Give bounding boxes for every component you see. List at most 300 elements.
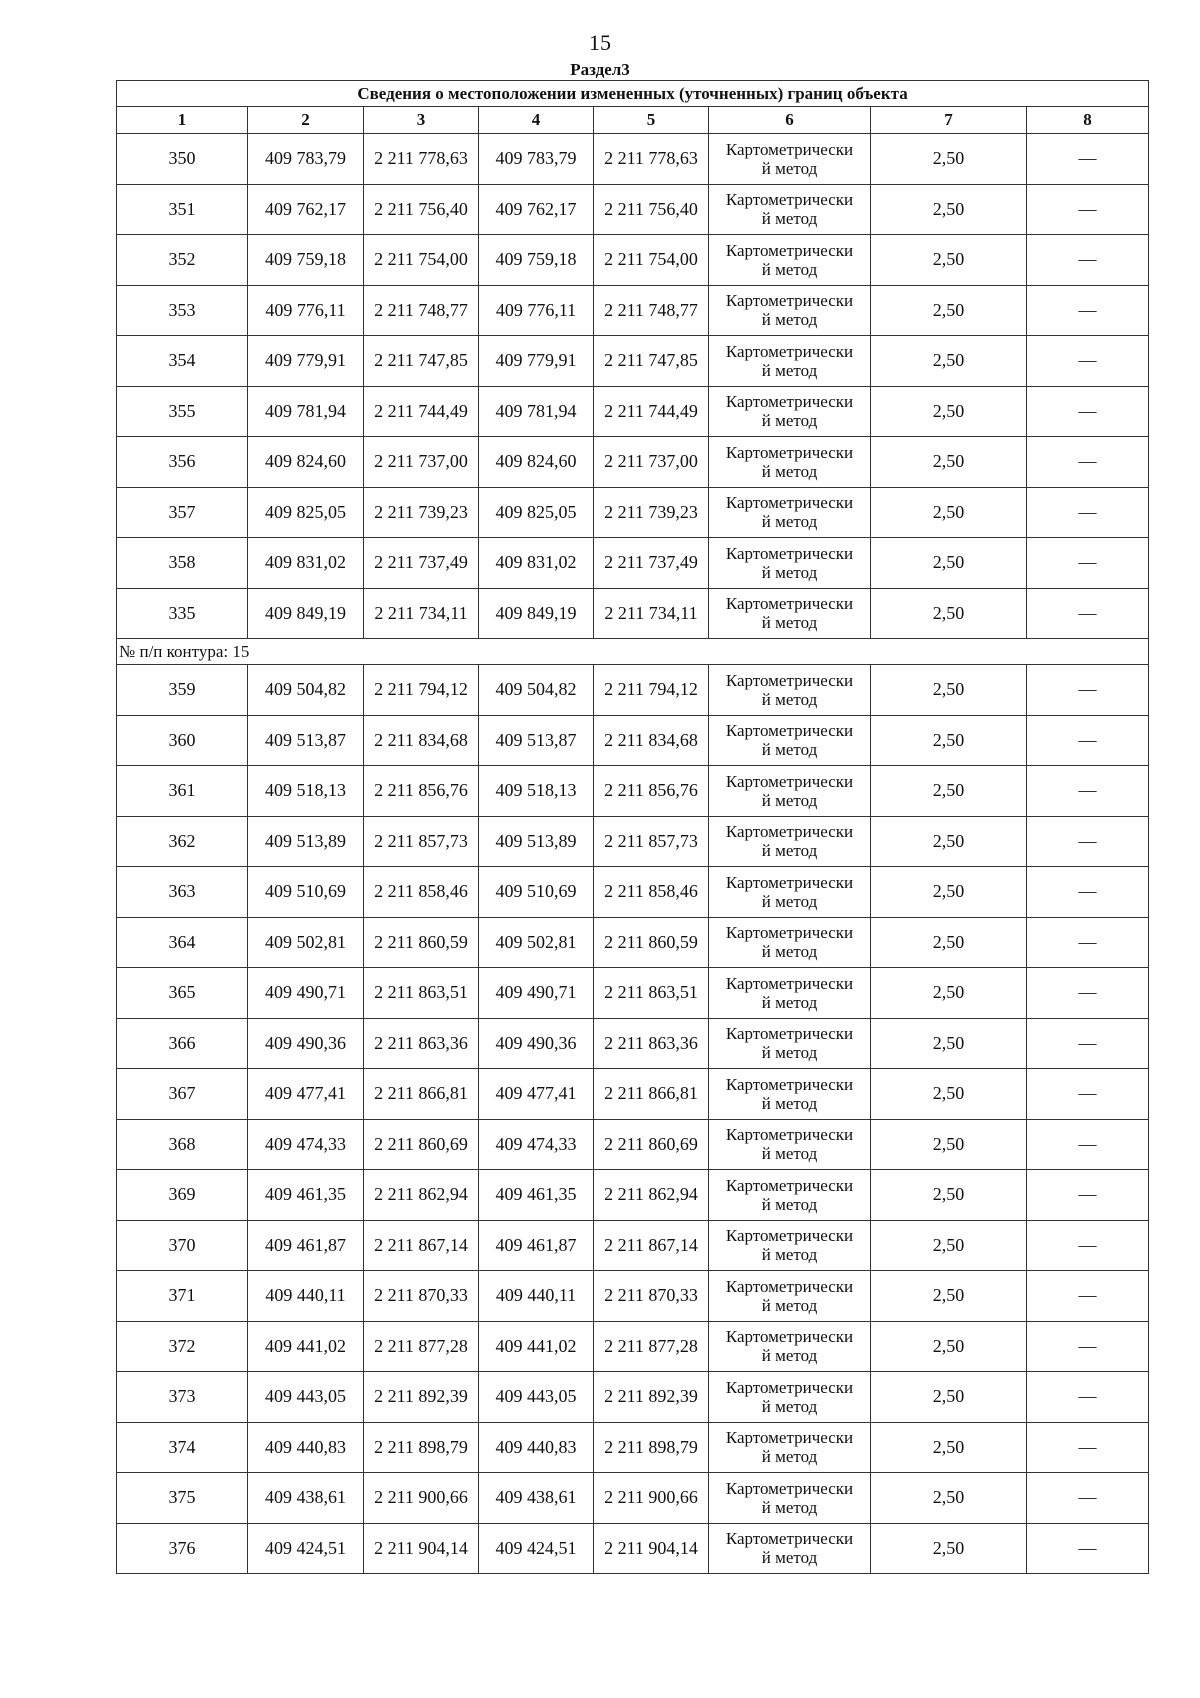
precision-cell: 2,50 xyxy=(871,1119,1027,1170)
precision-cell: 2,50 xyxy=(871,665,1027,716)
method-line: Картометрически xyxy=(725,721,854,741)
method-line: й метод xyxy=(761,259,818,279)
method-line: й метод xyxy=(761,1396,818,1416)
x-old-cell: 409 518,13 xyxy=(248,766,364,817)
method-cell xyxy=(709,1321,871,1372)
precision-cell: 2,50 xyxy=(871,867,1027,918)
y-old-cell: 2 211 860,69 xyxy=(364,1119,479,1170)
method-line: Картометрически xyxy=(725,1529,854,1549)
table-row xyxy=(117,538,1149,589)
method-line: й метод xyxy=(761,891,818,911)
method-line: Картометрически xyxy=(725,392,854,412)
method-line: Картометрически xyxy=(725,493,854,513)
method-cell xyxy=(709,1069,871,1120)
x-old-cell: 409 477,41 xyxy=(248,1069,364,1120)
point-number-cell: 370 xyxy=(117,1220,248,1271)
method-line: й метод xyxy=(761,1194,818,1214)
y-old-cell: 2 211 867,14 xyxy=(364,1220,479,1271)
x-new-cell: 409 474,33 xyxy=(479,1119,594,1170)
x-new-cell: 409 824,60 xyxy=(479,437,594,488)
table-row xyxy=(117,1271,1149,1322)
description-cell: — xyxy=(1027,715,1149,766)
method-line: Картометрически xyxy=(725,341,854,361)
method-cell xyxy=(709,487,871,538)
x-new-cell: 409 440,83 xyxy=(479,1422,594,1473)
method-cell xyxy=(709,816,871,867)
y-old-cell: 2 211 737,49 xyxy=(364,538,479,589)
precision-cell: 2,50 xyxy=(871,1069,1027,1120)
method-cell xyxy=(709,285,871,336)
precision-cell: 2,50 xyxy=(871,1372,1027,1423)
x-old-cell: 409 440,11 xyxy=(248,1271,364,1322)
table-row xyxy=(117,1473,1149,1524)
method-line: й метод xyxy=(761,158,818,178)
description-cell: — xyxy=(1027,588,1149,639)
table-row xyxy=(117,1170,1149,1221)
method-line: й метод xyxy=(761,512,818,532)
y-old-cell: 2 211 900,66 xyxy=(364,1473,479,1524)
y-new-cell: 2 211 858,46 xyxy=(594,867,709,918)
method-line: Картометрически xyxy=(725,442,854,462)
y-new-cell: 2 211 744,49 xyxy=(594,386,709,437)
method-cell xyxy=(709,1473,871,1524)
method-line: й метод xyxy=(761,1093,818,1113)
method-line: й метод xyxy=(761,942,818,962)
y-new-cell: 2 211 863,36 xyxy=(594,1018,709,1069)
point-number-cell: 359 xyxy=(117,665,248,716)
description-cell: — xyxy=(1027,184,1149,235)
x-new-cell: 409 443,05 xyxy=(479,1372,594,1423)
point-number-cell: 354 xyxy=(117,336,248,387)
method-cell xyxy=(709,1422,871,1473)
y-new-cell: 2 211 857,73 xyxy=(594,816,709,867)
table-row xyxy=(117,1372,1149,1423)
x-old-cell: 409 825,05 xyxy=(248,487,364,538)
method-line: Картометрически xyxy=(725,139,854,159)
x-old-cell: 409 510,69 xyxy=(248,867,364,918)
x-new-cell: 409 781,94 xyxy=(479,386,594,437)
point-number-cell: 353 xyxy=(117,285,248,336)
x-new-cell: 409 461,87 xyxy=(479,1220,594,1271)
y-old-cell: 2 211 877,28 xyxy=(364,1321,479,1372)
point-number-cell: 357 xyxy=(117,487,248,538)
table-row xyxy=(117,1220,1149,1271)
table-row xyxy=(117,715,1149,766)
method-line: й метод xyxy=(761,689,818,709)
y-new-cell: 2 211 877,28 xyxy=(594,1321,709,1372)
point-number-cell: 350 xyxy=(117,134,248,185)
x-new-cell: 409 825,05 xyxy=(479,487,594,538)
x-new-cell: 409 849,19 xyxy=(479,588,594,639)
point-number-cell: 364 xyxy=(117,917,248,968)
y-old-cell: 2 211 866,81 xyxy=(364,1069,479,1120)
y-old-cell: 2 211 748,77 xyxy=(364,285,479,336)
method-cell xyxy=(709,1018,871,1069)
table-row xyxy=(117,867,1149,918)
x-old-cell: 409 504,82 xyxy=(248,665,364,716)
description-cell: — xyxy=(1027,917,1149,968)
y-old-cell: 2 211 756,40 xyxy=(364,184,479,235)
precision-cell: 2,50 xyxy=(871,235,1027,286)
precision-cell: 2,50 xyxy=(871,285,1027,336)
table-row xyxy=(117,184,1149,235)
x-new-cell: 409 461,35 xyxy=(479,1170,594,1221)
x-new-cell: 409 762,17 xyxy=(479,184,594,235)
y-old-cell: 2 211 856,76 xyxy=(364,766,479,817)
x-old-cell: 409 759,18 xyxy=(248,235,364,286)
description-cell: — xyxy=(1027,1018,1149,1069)
x-old-cell: 409 441,02 xyxy=(248,1321,364,1372)
table-row xyxy=(117,968,1149,1019)
method-line: Картометрически xyxy=(725,1377,854,1397)
x-old-cell: 409 824,60 xyxy=(248,437,364,488)
precision-cell: 2,50 xyxy=(871,336,1027,387)
description-cell: — xyxy=(1027,1220,1149,1271)
column-header: 7 xyxy=(871,107,1027,134)
column-header: 4 xyxy=(479,107,594,134)
table-row xyxy=(117,1018,1149,1069)
point-number-cell: 368 xyxy=(117,1119,248,1170)
x-old-cell: 409 513,87 xyxy=(248,715,364,766)
method-line: Картометрически xyxy=(725,872,854,892)
y-old-cell: 2 211 737,00 xyxy=(364,437,479,488)
precision-cell: 2,50 xyxy=(871,1473,1027,1524)
y-old-cell: 2 211 744,49 xyxy=(364,386,479,437)
method-line: й метод xyxy=(761,841,818,861)
method-cell xyxy=(709,386,871,437)
column-header: 8 xyxy=(1027,107,1149,134)
y-old-cell: 2 211 892,39 xyxy=(364,1372,479,1423)
table-caption: Сведения о местоположении измененных (уточненных) границ объекта xyxy=(117,81,1149,107)
point-number-cell: 374 xyxy=(117,1422,248,1473)
point-number-cell: 356 xyxy=(117,437,248,488)
point-number-cell: 360 xyxy=(117,715,248,766)
description-cell: — xyxy=(1027,1119,1149,1170)
point-number-cell: 376 xyxy=(117,1523,248,1574)
table-row xyxy=(117,285,1149,336)
method-line: й метод xyxy=(761,1043,818,1063)
description-cell: — xyxy=(1027,1422,1149,1473)
y-new-cell: 2 211 904,14 xyxy=(594,1523,709,1574)
precision-cell: 2,50 xyxy=(871,386,1027,437)
method-line: Картометрически xyxy=(725,822,854,842)
description-cell: — xyxy=(1027,816,1149,867)
method-line: Картометрически xyxy=(725,1276,854,1296)
table-row xyxy=(117,336,1149,387)
y-old-cell: 2 211 863,36 xyxy=(364,1018,479,1069)
method-line: й метод xyxy=(761,740,818,760)
method-cell xyxy=(709,715,871,766)
method-line: Картометрически xyxy=(725,190,854,210)
x-old-cell: 409 474,33 xyxy=(248,1119,364,1170)
y-new-cell: 2 211 756,40 xyxy=(594,184,709,235)
description-cell: — xyxy=(1027,1473,1149,1524)
x-new-cell: 409 510,69 xyxy=(479,867,594,918)
y-new-cell: 2 211 737,00 xyxy=(594,437,709,488)
y-old-cell: 2 211 794,12 xyxy=(364,665,479,716)
table-row xyxy=(117,917,1149,968)
x-old-cell: 409 513,89 xyxy=(248,816,364,867)
y-old-cell: 2 211 898,79 xyxy=(364,1422,479,1473)
y-new-cell: 2 211 892,39 xyxy=(594,1372,709,1423)
x-old-cell: 409 490,71 xyxy=(248,968,364,1019)
precision-cell: 2,50 xyxy=(871,715,1027,766)
point-number-cell: 361 xyxy=(117,766,248,817)
x-old-cell: 409 438,61 xyxy=(248,1473,364,1524)
table-row xyxy=(117,437,1149,488)
table-row xyxy=(117,1422,1149,1473)
method-line: й метод xyxy=(761,562,818,582)
description-cell: — xyxy=(1027,285,1149,336)
y-new-cell: 2 211 870,33 xyxy=(594,1271,709,1322)
x-new-cell: 409 504,82 xyxy=(479,665,594,716)
y-old-cell: 2 211 863,51 xyxy=(364,968,479,1019)
method-cell xyxy=(709,588,871,639)
y-new-cell: 2 211 863,51 xyxy=(594,968,709,1019)
method-cell xyxy=(709,336,871,387)
point-number-cell: 366 xyxy=(117,1018,248,1069)
method-cell xyxy=(709,968,871,1019)
x-old-cell: 409 783,79 xyxy=(248,134,364,185)
description-cell: — xyxy=(1027,665,1149,716)
description-cell: — xyxy=(1027,336,1149,387)
method-line: Картометрически xyxy=(725,291,854,311)
description-cell: — xyxy=(1027,235,1149,286)
y-old-cell: 2 211 739,23 xyxy=(364,487,479,538)
precision-cell: 2,50 xyxy=(871,816,1027,867)
method-line: Картометрически xyxy=(725,594,854,614)
x-old-cell: 409 443,05 xyxy=(248,1372,364,1423)
boundary-coordinates-table xyxy=(116,80,1149,1574)
description-cell: — xyxy=(1027,386,1149,437)
method-line: Картометрически xyxy=(725,1024,854,1044)
precision-cell: 2,50 xyxy=(871,184,1027,235)
description-cell: — xyxy=(1027,1321,1149,1372)
x-old-cell: 409 490,36 xyxy=(248,1018,364,1069)
method-line: Картометрически xyxy=(725,670,854,690)
point-number-cell: 358 xyxy=(117,538,248,589)
table-row xyxy=(117,487,1149,538)
table-row xyxy=(117,816,1149,867)
x-old-cell: 409 424,51 xyxy=(248,1523,364,1574)
x-old-cell: 409 781,94 xyxy=(248,386,364,437)
y-new-cell: 2 211 867,14 xyxy=(594,1220,709,1271)
method-cell xyxy=(709,1220,871,1271)
method-line: Картометрически xyxy=(725,1478,854,1498)
x-old-cell: 409 461,87 xyxy=(248,1220,364,1271)
method-cell xyxy=(709,1372,871,1423)
precision-cell: 2,50 xyxy=(871,1321,1027,1372)
table-row xyxy=(117,1069,1149,1120)
y-new-cell: 2 211 862,94 xyxy=(594,1170,709,1221)
x-new-cell: 409 477,41 xyxy=(479,1069,594,1120)
method-line: й метод xyxy=(761,1346,818,1366)
x-old-cell: 409 849,19 xyxy=(248,588,364,639)
y-new-cell: 2 211 794,12 xyxy=(594,665,709,716)
method-line: й метод xyxy=(761,1447,818,1467)
method-cell xyxy=(709,1271,871,1322)
y-old-cell: 2 211 778,63 xyxy=(364,134,479,185)
description-cell: — xyxy=(1027,766,1149,817)
precision-cell: 2,50 xyxy=(871,134,1027,185)
y-old-cell: 2 211 858,46 xyxy=(364,867,479,918)
method-cell xyxy=(709,665,871,716)
section-title: Раздел3 xyxy=(570,60,630,79)
column-header: 1 xyxy=(117,107,248,134)
column-header: 5 xyxy=(594,107,709,134)
precision-cell: 2,50 xyxy=(871,766,1027,817)
point-number-cell: 367 xyxy=(117,1069,248,1120)
precision-cell: 2,50 xyxy=(871,487,1027,538)
point-number-cell: 373 xyxy=(117,1372,248,1423)
method-line: Картометрически xyxy=(725,1327,854,1347)
description-cell: — xyxy=(1027,1372,1149,1423)
method-cell xyxy=(709,917,871,968)
x-old-cell: 409 461,35 xyxy=(248,1170,364,1221)
y-old-cell: 2 211 870,33 xyxy=(364,1271,479,1322)
method-line: Картометрически xyxy=(725,1428,854,1448)
description-cell: — xyxy=(1027,1523,1149,1574)
method-line: Картометрически xyxy=(725,1175,854,1195)
x-old-cell: 409 762,17 xyxy=(248,184,364,235)
x-new-cell: 409 513,87 xyxy=(479,715,594,766)
point-number-cell: 365 xyxy=(117,968,248,1019)
page-number: 15 xyxy=(589,30,611,55)
description-cell: — xyxy=(1027,1069,1149,1120)
y-new-cell: 2 211 734,11 xyxy=(594,588,709,639)
point-number-cell: 363 xyxy=(117,867,248,918)
method-line: Картометрически xyxy=(725,240,854,260)
point-number-cell: 371 xyxy=(117,1271,248,1322)
description-cell: — xyxy=(1027,867,1149,918)
method-line: й метод xyxy=(761,461,818,481)
description-cell: — xyxy=(1027,487,1149,538)
y-new-cell: 2 211 898,79 xyxy=(594,1422,709,1473)
x-new-cell: 409 518,13 xyxy=(479,766,594,817)
method-line: й метод xyxy=(761,1548,818,1568)
x-new-cell: 409 438,61 xyxy=(479,1473,594,1524)
table-row xyxy=(117,665,1149,716)
method-cell xyxy=(709,538,871,589)
method-line: й метод xyxy=(761,992,818,1012)
x-new-cell: 409 779,91 xyxy=(479,336,594,387)
method-line: Картометрически xyxy=(725,923,854,943)
y-old-cell: 2 211 754,00 xyxy=(364,235,479,286)
method-line: й метод xyxy=(761,1144,818,1164)
method-line: Картометрически xyxy=(725,1125,854,1145)
method-cell xyxy=(709,184,871,235)
method-line: й метод xyxy=(761,360,818,380)
x-old-cell: 409 502,81 xyxy=(248,917,364,968)
y-new-cell: 2 211 860,59 xyxy=(594,917,709,968)
description-cell: — xyxy=(1027,1271,1149,1322)
description-cell: — xyxy=(1027,968,1149,1019)
column-header: 3 xyxy=(364,107,479,134)
method-cell xyxy=(709,1523,871,1574)
precision-cell: 2,50 xyxy=(871,538,1027,589)
description-cell: — xyxy=(1027,437,1149,488)
precision-cell: 2,50 xyxy=(871,968,1027,1019)
y-new-cell: 2 211 834,68 xyxy=(594,715,709,766)
y-old-cell: 2 211 747,85 xyxy=(364,336,479,387)
x-new-cell: 409 490,71 xyxy=(479,968,594,1019)
method-line: й метод xyxy=(761,411,818,431)
table-row xyxy=(117,1523,1149,1574)
x-new-cell: 409 776,11 xyxy=(479,285,594,336)
method-line: Картометрически xyxy=(725,973,854,993)
contour-label: № п/п контура: 15 xyxy=(117,639,1149,665)
precision-cell: 2,50 xyxy=(871,437,1027,488)
method-line: й метод xyxy=(761,1245,818,1265)
precision-cell: 2,50 xyxy=(871,917,1027,968)
method-line: Картометрически xyxy=(725,771,854,791)
method-cell xyxy=(709,437,871,488)
point-number-cell: 351 xyxy=(117,184,248,235)
method-line: Картометрически xyxy=(725,1074,854,1094)
method-line: й метод xyxy=(761,209,818,229)
table-row xyxy=(117,766,1149,817)
table-row xyxy=(117,134,1149,185)
precision-cell: 2,50 xyxy=(871,1170,1027,1221)
method-cell xyxy=(709,867,871,918)
y-new-cell: 2 211 754,00 xyxy=(594,235,709,286)
method-line: й метод xyxy=(761,790,818,810)
precision-cell: 2,50 xyxy=(871,1523,1027,1574)
x-old-cell: 409 831,02 xyxy=(248,538,364,589)
method-line: й метод xyxy=(761,613,818,633)
point-number-cell: 369 xyxy=(117,1170,248,1221)
method-cell xyxy=(709,1119,871,1170)
description-cell: — xyxy=(1027,1170,1149,1221)
method-line: й метод xyxy=(761,1497,818,1517)
method-cell xyxy=(709,1170,871,1221)
table-row xyxy=(117,1321,1149,1372)
x-new-cell: 409 440,11 xyxy=(479,1271,594,1322)
point-number-cell: 372 xyxy=(117,1321,248,1372)
precision-cell: 2,50 xyxy=(871,1220,1027,1271)
x-new-cell: 409 783,79 xyxy=(479,134,594,185)
method-cell xyxy=(709,134,871,185)
y-new-cell: 2 211 739,23 xyxy=(594,487,709,538)
contour-row xyxy=(117,639,1149,665)
y-new-cell: 2 211 737,49 xyxy=(594,538,709,589)
y-old-cell: 2 211 860,59 xyxy=(364,917,479,968)
y-new-cell: 2 211 856,76 xyxy=(594,766,709,817)
table-row xyxy=(117,588,1149,639)
x-old-cell: 409 440,83 xyxy=(248,1422,364,1473)
table-row xyxy=(117,386,1149,437)
x-new-cell: 409 490,36 xyxy=(479,1018,594,1069)
column-header-row xyxy=(117,107,1149,134)
method-cell xyxy=(709,766,871,817)
y-new-cell: 2 211 900,66 xyxy=(594,1473,709,1524)
precision-cell: 2,50 xyxy=(871,1271,1027,1322)
method-cell xyxy=(709,235,871,286)
column-header: 2 xyxy=(248,107,364,134)
description-cell: — xyxy=(1027,538,1149,589)
x-new-cell: 409 502,81 xyxy=(479,917,594,968)
x-new-cell: 409 441,02 xyxy=(479,1321,594,1372)
method-line: й метод xyxy=(761,310,818,330)
y-old-cell: 2 211 734,11 xyxy=(364,588,479,639)
y-old-cell: 2 211 857,73 xyxy=(364,816,479,867)
y-new-cell: 2 211 778,63 xyxy=(594,134,709,185)
x-new-cell: 409 759,18 xyxy=(479,235,594,286)
description-cell: — xyxy=(1027,134,1149,185)
precision-cell: 2,50 xyxy=(871,588,1027,639)
table-row xyxy=(117,235,1149,286)
point-number-cell: 355 xyxy=(117,386,248,437)
